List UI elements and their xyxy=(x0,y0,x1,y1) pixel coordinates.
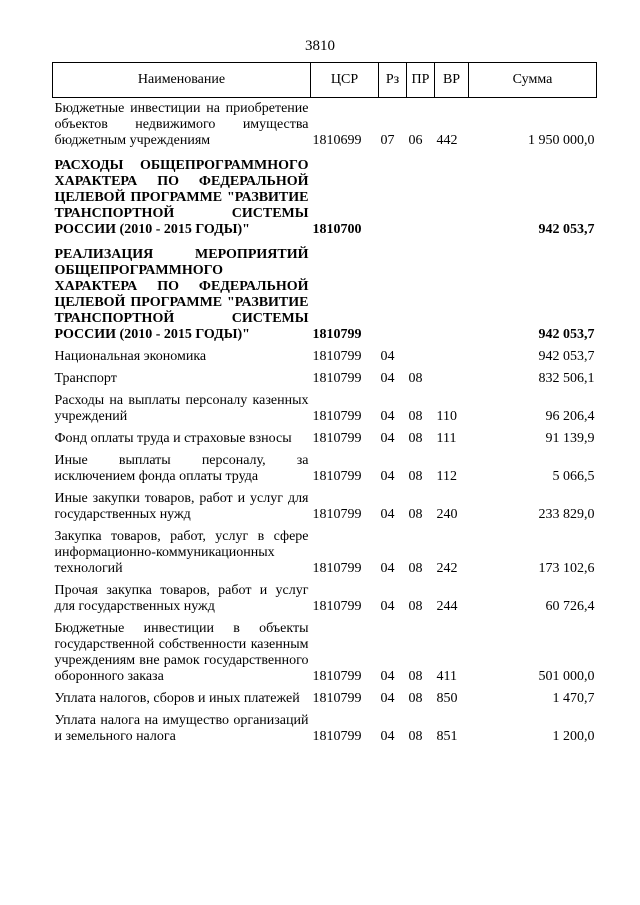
table-header-row xyxy=(53,63,597,98)
cell-vr: 851 xyxy=(436,729,458,744)
cell-csr: 1810799 xyxy=(312,409,362,424)
cell-name: Бюджетные инвестиции на приобретение объектов недвижимого имущества бюджетным учреждениям xyxy=(54,101,309,148)
cell-sum: 1 200,0 xyxy=(552,729,595,744)
cell-sum: 233 829,0 xyxy=(538,507,595,522)
table-row xyxy=(53,710,597,748)
cell-name: Расходы на выплаты персоналу казенных учреждений xyxy=(54,393,309,424)
cell-rz: 04 xyxy=(380,729,395,744)
cell-pr: 08 xyxy=(408,409,423,424)
table-row xyxy=(53,688,597,710)
cell-name: Прочая закупка товаров, работ и услуг для государственных нужд xyxy=(54,583,309,614)
cell-vr xyxy=(435,152,469,241)
cell-pr: 08 xyxy=(408,507,423,522)
cell-sum: 832 506,1 xyxy=(538,371,595,386)
cell-csr: 1810799 xyxy=(312,371,362,386)
cell-csr: 1810699 xyxy=(312,133,362,148)
cell-name: Иные выплаты персоналу, за исключением фонда оплаты труда xyxy=(54,453,309,484)
cell-sum: 91 139,9 xyxy=(545,431,595,446)
cell-vr: 111 xyxy=(436,431,457,446)
table-row xyxy=(53,98,597,153)
cell-rz: 04 xyxy=(380,507,395,522)
cell-pr xyxy=(407,241,435,346)
cell-rz: 04 xyxy=(380,669,395,684)
cell-rz: 04 xyxy=(380,599,395,614)
table-row xyxy=(53,152,597,241)
cell-csr: 1810799 xyxy=(312,599,362,614)
cell-pr: 08 xyxy=(408,729,423,744)
cell-rz: 04 xyxy=(380,561,395,576)
cell-sum: 942 053,7 xyxy=(538,349,595,364)
cell-pr xyxy=(407,152,435,241)
cell-pr xyxy=(407,346,435,368)
table-row xyxy=(53,241,597,346)
cell-rz: 04 xyxy=(380,349,395,364)
cell-csr: 1810799 xyxy=(312,729,362,744)
cell-pr: 08 xyxy=(408,669,423,684)
cell-rz: 04 xyxy=(380,431,395,446)
cell-rz: 04 xyxy=(380,409,395,424)
cell-pr: 08 xyxy=(408,599,423,614)
cell-sum: 501 000,0 xyxy=(538,669,595,684)
budget-table xyxy=(52,62,597,748)
cell-sum: 5 066,5 xyxy=(552,469,595,484)
table-row xyxy=(53,526,597,580)
cell-rz: 04 xyxy=(380,371,395,386)
cell-pr: 08 xyxy=(408,431,423,446)
column-header-csr: ЦСР xyxy=(311,63,379,98)
cell-sum: 173 102,6 xyxy=(538,561,595,576)
column-header-pr: ПР xyxy=(407,63,435,98)
column-header-sum: Сумма xyxy=(469,63,597,98)
cell-vr xyxy=(435,346,469,368)
cell-sum: 60 726,4 xyxy=(545,599,595,614)
cell-csr: 1810799 xyxy=(312,507,362,522)
table-body xyxy=(53,98,597,749)
cell-name: РАСХОДЫ ОБЩЕПРОГРАММНОГО ХАРАКТЕРА ПО ФЕДЕРАЛЬНОЙ ЦЕЛЕВОЙ ПРОГРАММЕ "РАЗВИТИЕ ТРАНСПОРТНОЙ СИСТЕМЫ РОССИИ (2010 - 2015 ГОДЫ)" xyxy=(54,158,309,237)
table-row xyxy=(53,450,597,488)
cell-vr: 242 xyxy=(436,561,458,576)
cell-csr: 1810799 xyxy=(312,691,362,706)
cell-vr: 112 xyxy=(436,469,457,484)
cell-pr: 08 xyxy=(408,691,423,706)
cell-csr: 1810799 xyxy=(312,669,362,684)
table-row xyxy=(53,428,597,450)
cell-name: Закупка товаров, работ, услуг в сфере информационно-коммуникационных технологий xyxy=(54,529,309,576)
cell-sum: 942 053,7 xyxy=(538,222,595,237)
cell-name: Фонд оплаты труда и страховые взносы xyxy=(54,431,292,446)
cell-csr: 1810799 xyxy=(312,431,362,446)
cell-csr: 1810799 xyxy=(312,469,362,484)
table-row xyxy=(53,368,597,390)
cell-csr: 1810700 xyxy=(312,222,362,237)
cell-vr xyxy=(435,368,469,390)
cell-rz xyxy=(379,241,407,346)
cell-pr: 06 xyxy=(408,133,423,148)
cell-sum: 96 206,4 xyxy=(545,409,595,424)
cell-name: РЕАЛИЗАЦИЯ МЕРОПРИЯТИЙ ОБЩЕПРОГРАММНОГО ХАРАКТЕРА ПО ФЕДЕРАЛЬНОЙ ЦЕЛЕВОЙ ПРОГРАММЕ "РАЗВИТИЕ ТРАНСПОРТНОЙ СИСТЕМЫ РОССИИ (2010 - 2015 ГОДЫ)" xyxy=(54,247,309,342)
cell-pr: 08 xyxy=(408,561,423,576)
cell-rz: 04 xyxy=(380,691,395,706)
cell-name: Уплата налогов, сборов и иных платежей xyxy=(54,691,300,706)
cell-rz xyxy=(379,152,407,241)
cell-vr: 244 xyxy=(436,599,458,614)
cell-sum: 942 053,7 xyxy=(538,327,595,342)
cell-name: Транспорт xyxy=(54,371,117,386)
cell-csr: 1810799 xyxy=(312,349,362,364)
cell-vr: 411 xyxy=(436,669,457,684)
column-header-vr: ВР xyxy=(435,63,469,98)
table-row xyxy=(53,346,597,368)
cell-vr: 850 xyxy=(436,691,458,706)
table-row xyxy=(53,618,597,688)
table-row xyxy=(53,580,597,618)
cell-pr: 08 xyxy=(408,371,423,386)
cell-rz: 04 xyxy=(380,469,395,484)
cell-rz: 07 xyxy=(380,133,395,148)
cell-sum: 1 470,7 xyxy=(552,691,595,706)
cell-vr: 442 xyxy=(436,133,458,148)
cell-name: Уплата налога на имущество организаций и земельного налога xyxy=(54,713,309,744)
cell-csr: 1810799 xyxy=(312,327,362,342)
cell-pr: 08 xyxy=(408,469,423,484)
cell-vr: 110 xyxy=(436,409,457,424)
table-row xyxy=(53,390,597,428)
cell-name: Национальная экономика xyxy=(54,349,207,364)
cell-name: Иные закупки товаров, работ и услуг для государственных нужд xyxy=(54,491,309,522)
cell-vr xyxy=(435,241,469,346)
cell-sum: 1 950 000,0 xyxy=(528,133,595,148)
column-header-name: Наименование xyxy=(53,63,311,98)
cell-vr: 240 xyxy=(436,507,458,522)
cell-name: Бюджетные инвестиции в объекты государственной собственности казенным учреждениям вне рамок государственного оборонного заказа xyxy=(54,621,309,684)
table-row xyxy=(53,488,597,526)
column-header-rz: Рз xyxy=(379,63,407,98)
cell-csr: 1810799 xyxy=(312,561,362,576)
page-number: 3810 xyxy=(305,38,335,54)
